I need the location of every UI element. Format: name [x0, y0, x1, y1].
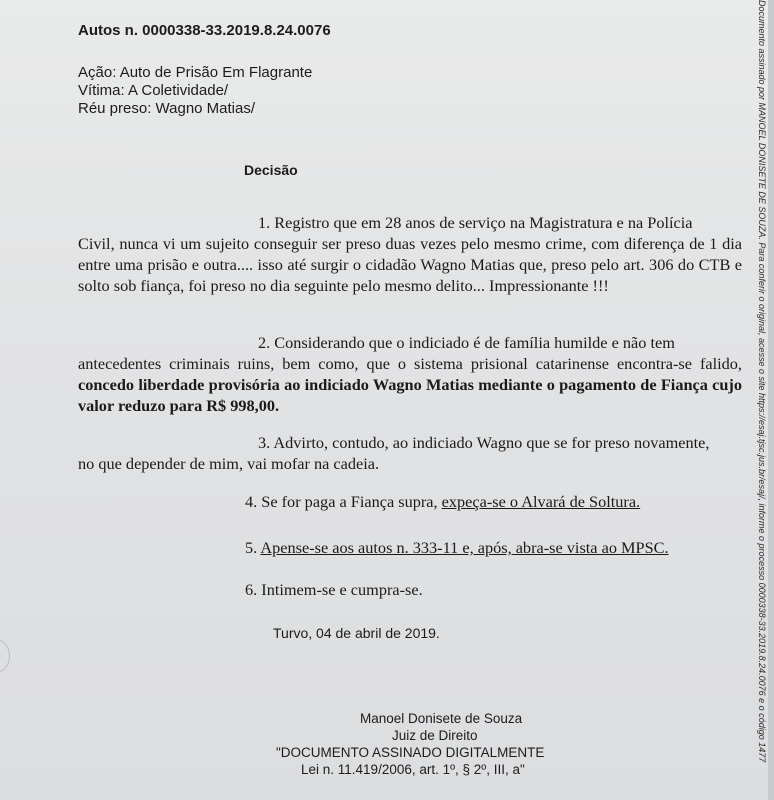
paragraph-6: 6. Intimem-se e cumpra-se. — [245, 580, 423, 599]
victim-line: Vítima: A Coletividade/ — [78, 82, 229, 99]
paragraph-5-number: 5. — [245, 538, 258, 557]
case-number: Autos n. 0000338-33.2019.8.24.0076 — [78, 22, 331, 39]
paragraph-5 — [245, 538, 669, 558]
signature-role: Juiz de Direito — [392, 728, 478, 743]
paragraph-2-bold: concedo liberdade provisória ao indiciado Wagno Matias mediante o pagamento de Fiança cujo valor reduzo para R$ 998,00. — [78, 375, 742, 415]
paragraph-2 — [78, 332, 742, 416]
action-line: Ação: Auto de Prisão Em Flagrante — [78, 64, 313, 81]
signature-law: Lei n. 11.419/2006, art. 1º, § 2º, III, a" — [301, 762, 525, 777]
defendant-line: Réu preso: Wagno Matias/ — [78, 100, 256, 117]
paragraph-2-first-line: 2. Considerando que o indiciado é de família humilde e não tem — [258, 333, 675, 352]
paragraph-2-body: antecedentes criminais ruins, bem como, que o sistema prisional catarinense encontra-se falido, — [78, 354, 742, 373]
signature-digital: "DOCUMENTO ASSINADO DIGITALMENTE — [276, 745, 545, 760]
paragraph-3-body: no que depender de mim, vai mofar na cadeia. — [78, 454, 380, 473]
side-stamp-text: Documento assinado por MANOEL DONISETE DE SOUZA. Para conferir o original, acesse o site https://esaj.tjsc.jus.br/esaj/, informe o processo 0000338-33.2019.8.24.0076 e o código 1477 — [757, 0, 767, 763]
paragraph-4 — [245, 492, 640, 512]
paragraph-1-body: Civil, nunca vi um sujeito conseguir ser preso duas vezes pelo mesmo crime, com diferença de 1 dia entre uma prisão e outra.... isso até surgir o cidadão Wagno Matias que, preso pelo art. 306 do CTB e solto sob fiança, foi preso no dia seguinte pelo mesmo delito... Impressionante !!! — [78, 234, 742, 295]
paragraph-3-first-line: 3. Advirto, contudo, ao indiciado Wagno que se for preso novamente, — [258, 433, 710, 452]
signature-name: Manoel Donisete de Souza — [360, 711, 523, 726]
date-line: Turvo, 04 de abril de 2019. — [273, 625, 440, 641]
paragraph-5-underlined: Apense-se aos autos n. 333-11 e, após, abra-se vista ao MPSC. — [260, 538, 669, 557]
paragraph-4-underlined: expeça-se o Alvará de Soltura. — [441, 492, 641, 511]
side-authentication-stamp — [753, 0, 769, 800]
paragraph-4-text: 4. Se for paga a Fiança supra, — [245, 492, 438, 511]
decision-title: Decisão — [244, 162, 298, 178]
paragraph-3 — [78, 432, 742, 474]
paragraph-1 — [78, 212, 742, 296]
punch-hole — [0, 640, 10, 672]
paragraph-1-first-line: 1. Registro que em 28 anos de serviço na Magistratura e na Polícia — [258, 213, 693, 232]
